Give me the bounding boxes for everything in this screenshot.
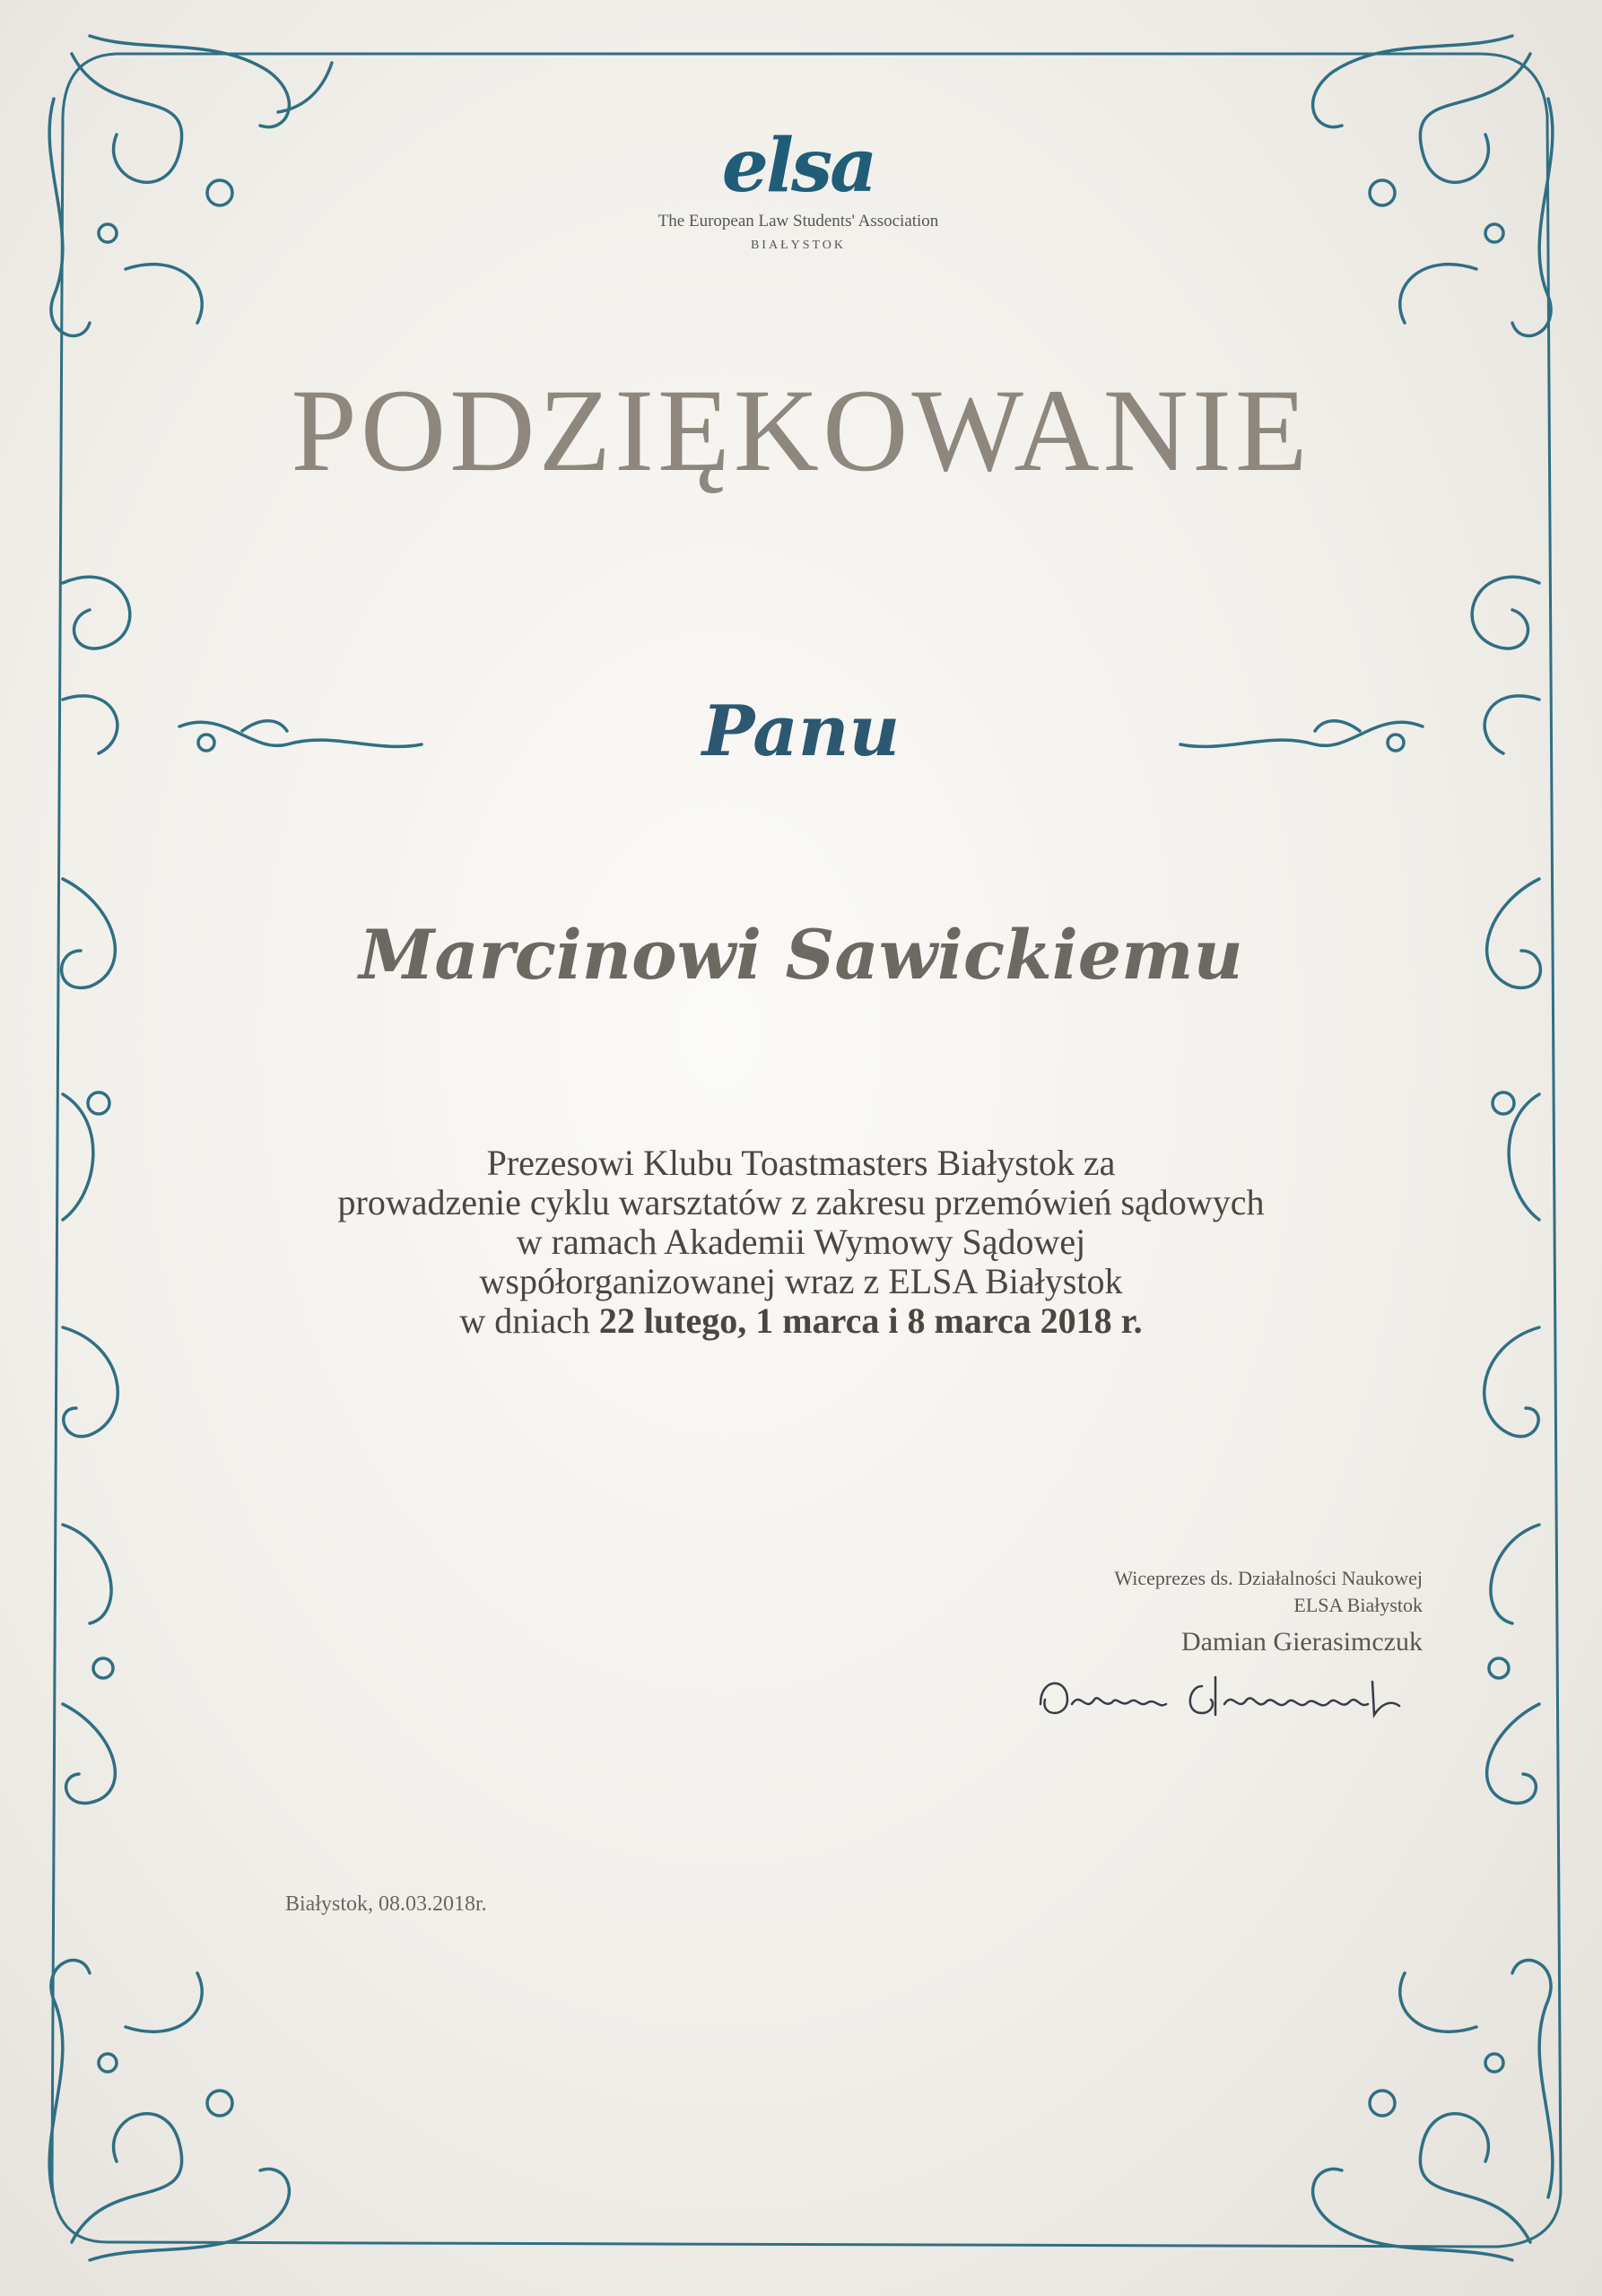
body-line-5-prefix: w dniach [459, 1300, 590, 1341]
logo-wordmark: elsa [721, 123, 875, 209]
recipient-name: Marcinowi Sawickiemu [359, 915, 1243, 995]
signatory-block [884, 1565, 1423, 1662]
signatory-role-2: ELSA Białystok [1293, 1594, 1423, 1616]
logo-subtitle: The European Law Students' Association [657, 212, 939, 230]
certificate-title: PODZIĘKOWANIE [291, 364, 1311, 496]
logo-city: BIAŁYSTOK [750, 239, 847, 252]
salutation: Panu [701, 691, 901, 772]
certificate-body [0, 1144, 1602, 1341]
body-line-4: współorganizowanej wraz z ELSA Białystok [479, 1261, 1123, 1301]
body-line-3: w ramach Akademii Wymowy Sądowej [516, 1222, 1086, 1262]
place-and-date: Białystok, 08.03.2018r. [285, 1892, 487, 1916]
signatory-name: Damian Gierasimczuk [1180, 1627, 1423, 1657]
body-line-5 [0, 1301, 1602, 1341]
body-dates: 22 lutego, 1 marca i 8 marca 2018 r. [598, 1300, 1143, 1341]
elsa-logo [628, 123, 969, 253]
handwritten-signature [1032, 1659, 1426, 1731]
body-line-2: prowadzenie cyklu warsztatów z zakresu przemówień sądowych [337, 1182, 1265, 1222]
signatory-role-1: Wiceprezes ds. Działalności Naukowej [1114, 1567, 1423, 1589]
body-line-1: Prezesowi Klubu Toastmasters Białystok za [486, 1143, 1116, 1183]
